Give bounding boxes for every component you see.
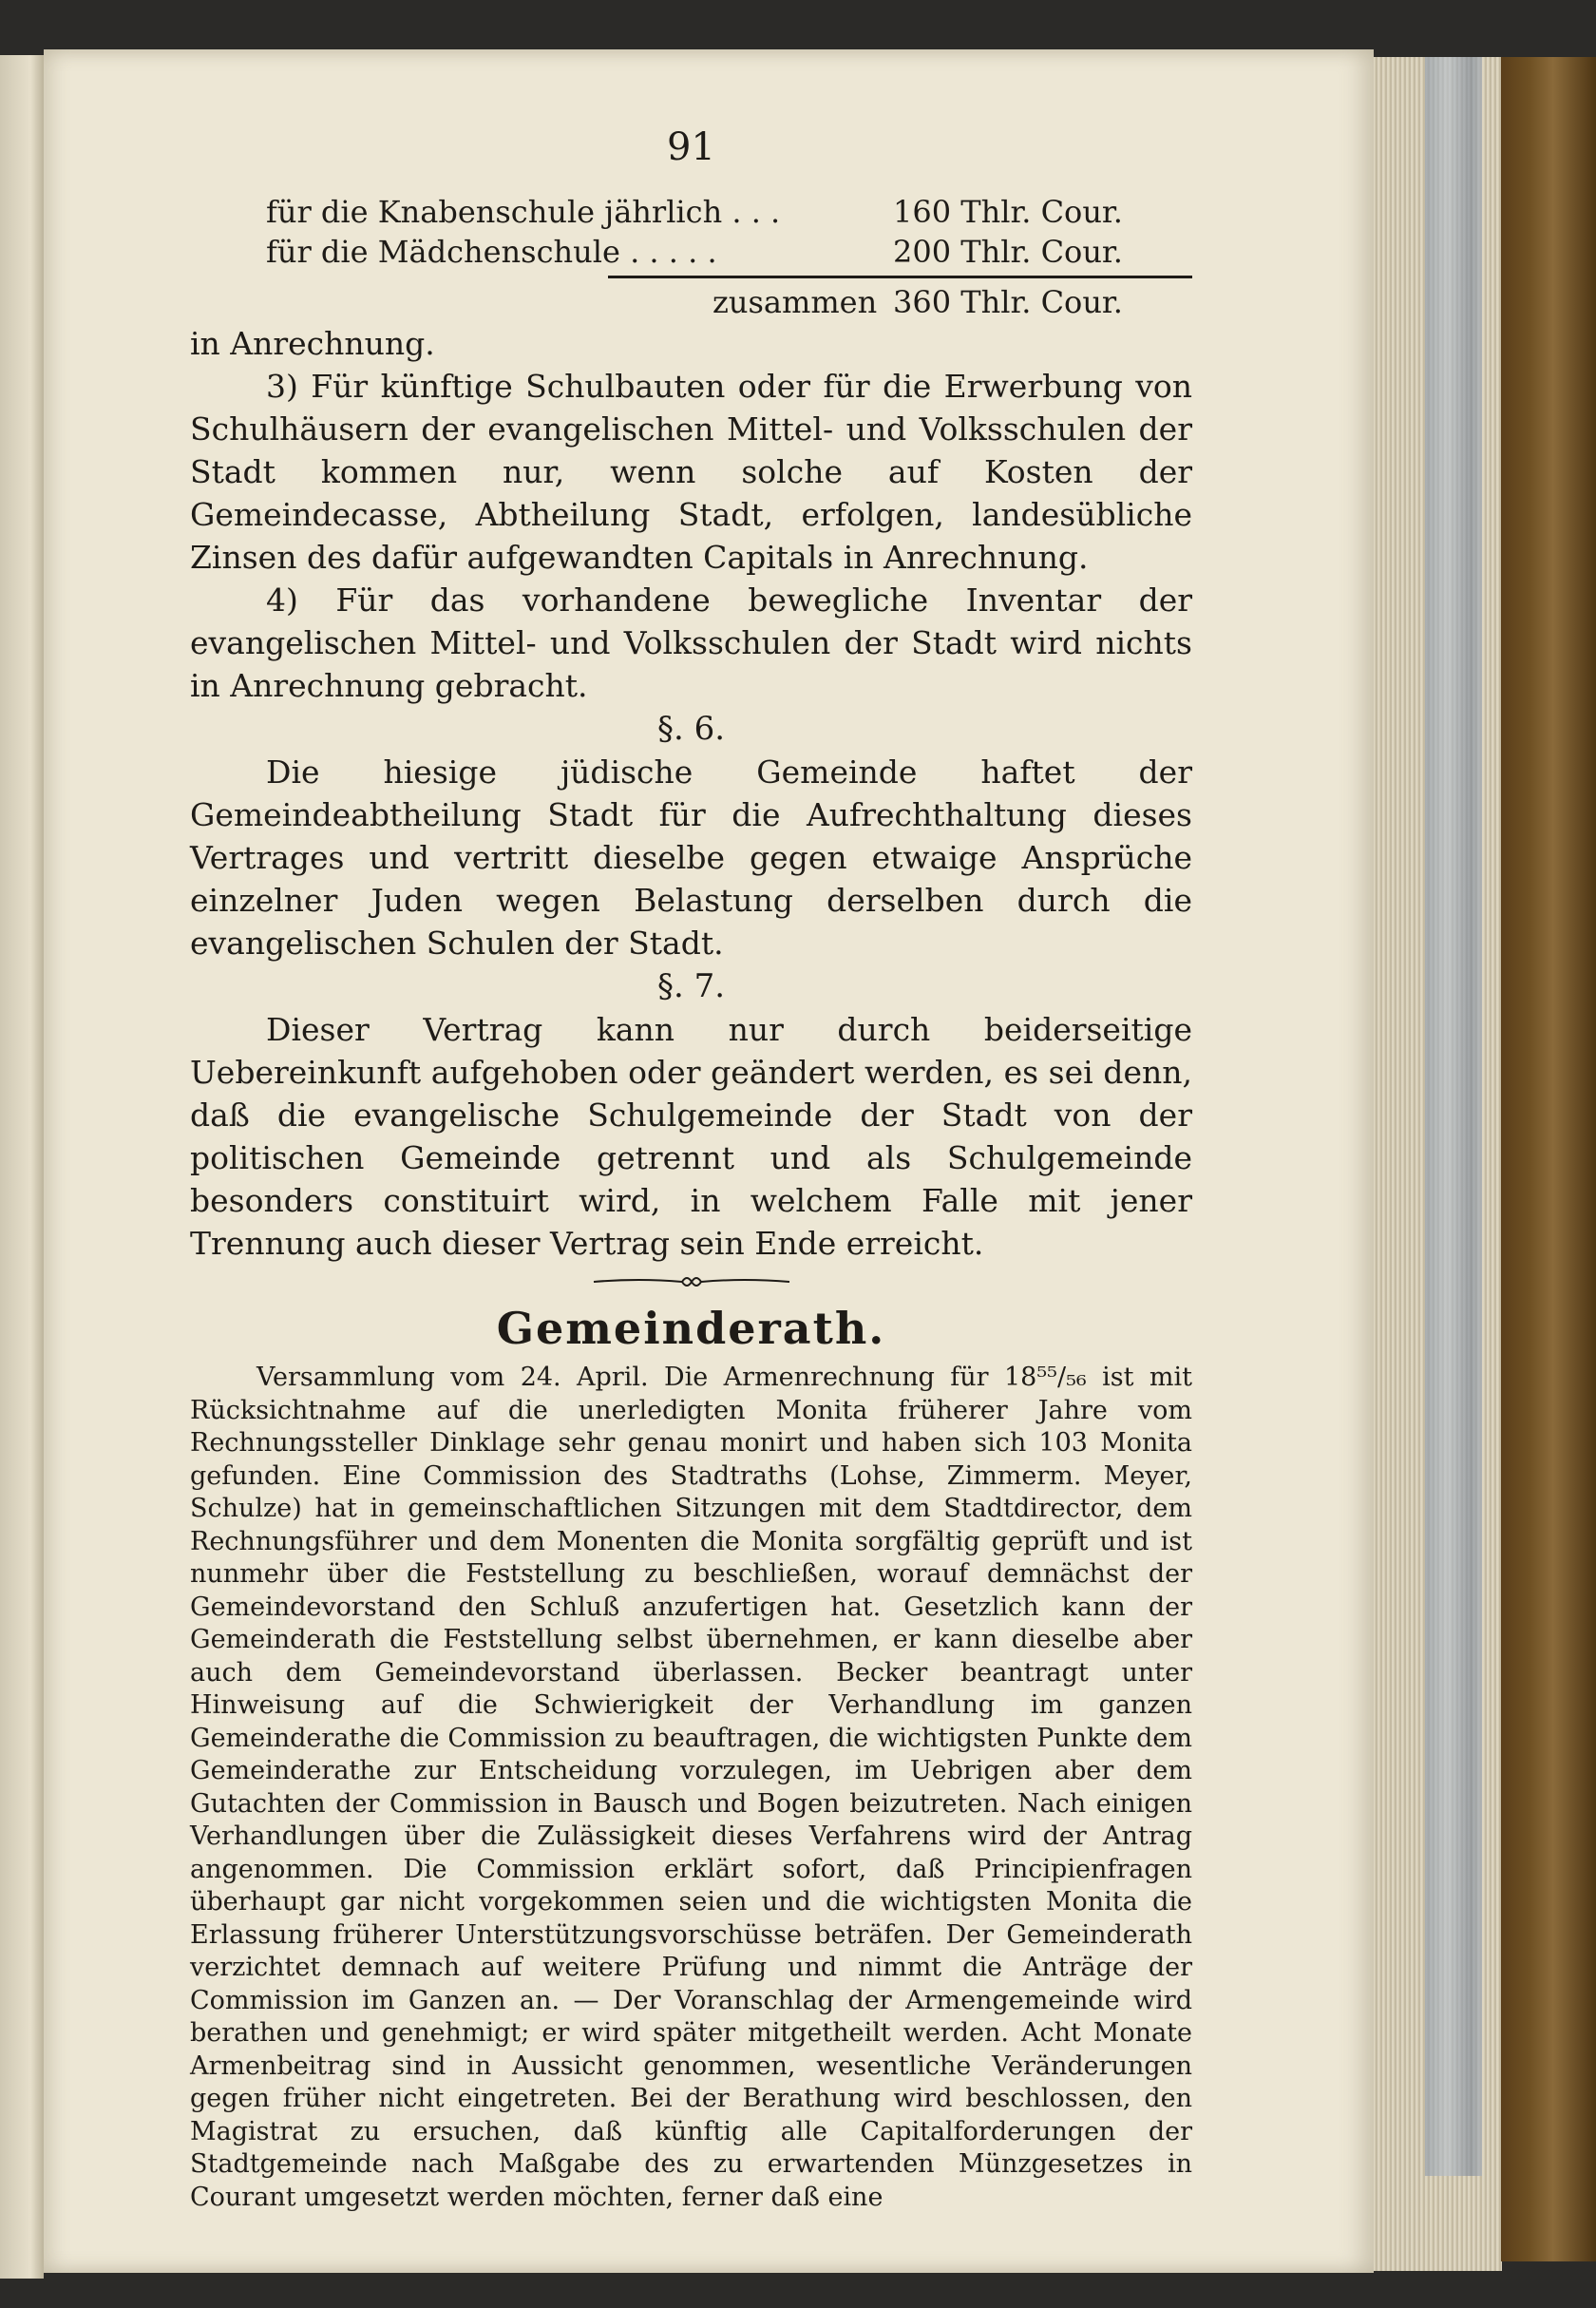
- table-total-row: [712, 282, 1192, 322]
- table-total-amount: 360 Thlr. Cour.: [893, 284, 1123, 320]
- table-row: [266, 192, 1192, 232]
- report-paragraph: Versammlung vom 24. April. Die Armenrechnung für 18⁵⁵/₅₆ ist mit Rücksichtnahme auf die unerledigten Monita früherer Jahre vom Rechnungssteller Dinklage sehr genau monirt und haben sich 103 Monita gefunden. Eine Commission des Stadtraths (Lohse, Zimmerm. Meyer, Schulze) hat in gemeinschaftlichen Sitzungen mit dem Stadtdirector, dem Rechnungsführer und dem Monenten die Monita sorgfältig geprüft und ist nunmehr über die Feststellung zu beschließen, worauf demnächst der Gemeindevorstand den Schluß anzufertigen hat. Gesetzlich kann der Gemeinderath die Feststellung selbst übernehmen, er kann dieselbe aber auch dem Gemeindevorstand überlassen. Becker beantragt unter Hinweisung auf die Schwierigkeit der Verhandlung im ganzen Gemeinderathe die Commission zu beauftragen, die wichtigsten Punkte dem Gemeinderathe zur Entscheidung vorzulegen, im Uebrigen aber dem Gutachten der Commission in Bausch und Bogen beizutreten. Nach einigen Verhandlungen über die Zulässigkeit dieses Verfahrens wird der Antrag angenommen. Die Commission erklärt sofort, daß Principienfragen überhaupt gar nicht vorgekommen seien und die wichtigsten Monita die Erlassung früherer Unterstützungsvorschüsse beträfen. Der Gemeinderath verzichtet demnach auf weitere Prüfung und nimmt die Anträge der Commission im Ganzen an. — Der Voranschlag der Armengemeinde wird berathen und genehmigt; er wird später mitgetheilt werden. Acht Monate Armenbeitrag sind in Aussicht genommen, wesentliche Veränderungen gegen früher nicht eingetreten. Bei der Berathung wird beschlossen, den Magistrat zu ersuchen, daß künftig alle Capitalforderungen der Stadtgemeinde nach Maßgabe des zu erwartenden Münzgesetzes in Courant umgesetzt werden möchten, ferner daß eine: [190, 1363, 1192, 2212]
- table-row-label: für die Knabenschule jährlich . . .: [266, 194, 781, 230]
- table-row-amount: 160 Thlr. Cour.: [893, 194, 1123, 230]
- page-text: [190, 125, 1192, 2214]
- ornament-divider: [592, 1272, 791, 1291]
- table-total-label: zusammen: [712, 284, 878, 320]
- table-row-label: für die Mädchenschule . . . . .: [266, 234, 717, 270]
- section-title: §. 6.: [656, 710, 726, 748]
- sum-rule: [608, 276, 1192, 278]
- paragraph: 4) Für das vorhandene bewegliche Inventar der evangelischen Mittel- und Volksschulen der Stadt wird nichts in Anrechnung gebracht.: [190, 582, 1192, 704]
- paragraph: 3) Für künftige Schulbauten oder für die Erwerbung von Schulhäusern der evangelischen Mittel- und Volksschulen der Stadt kommen nur, wenn solche auf Kosten der Gemeindecasse, Abtheilung Stadt, erfolgen, landesübliche Zinsen des dafür aufgewandten Capitals in Anrechnung.: [190, 368, 1192, 576]
- table-row: [266, 232, 1192, 272]
- section-heading: Gemeinderath.: [496, 1303, 886, 1354]
- page-edge-tint: [1425, 57, 1482, 2176]
- section-paragraph: Die hiesige jüdische Gemeinde haftet der Gemeindeabtheilung Stadt für die Aufrechthaltung dieses Vertrages und vertritt dieselbe gegen etwaige Ansprüche einzelner Juden wegen Belastung derselben durch die evangelischen Schulen der Stadt.: [190, 753, 1192, 962]
- page-number: 91: [667, 125, 715, 169]
- book-cover-edge: [1501, 57, 1596, 2261]
- table-row-amount: 200 Thlr. Cour.: [893, 234, 1123, 270]
- paragraph: in Anrechnung.: [190, 325, 435, 362]
- facing-page-edge: [0, 55, 44, 2279]
- section-paragraph: Dieser Vertrag kann nur durch beiderseitige Uebereinkunft aufgehoben oder geändert werden, es sei denn, daß die evangelische Schulgemeinde der Stadt von der politischen Gemeinde getrennt und als Schulgemeinde besonders constituirt wird, in welchem Falle mit jener Trennung auch dieser Vertrag sein Ende erreicht.: [190, 1011, 1192, 1262]
- section-title: §. 7.: [656, 967, 726, 1005]
